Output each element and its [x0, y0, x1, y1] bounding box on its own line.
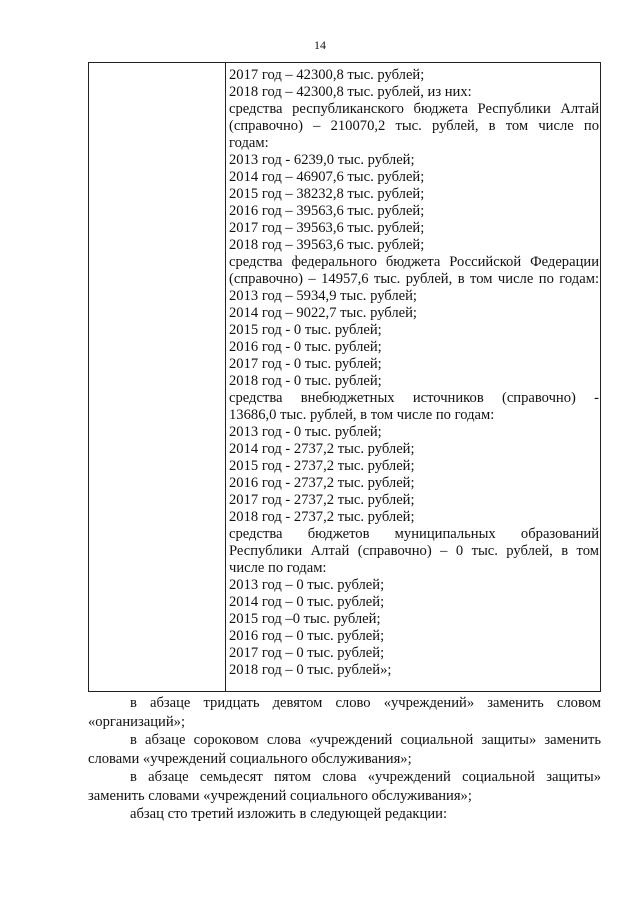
cell-text-line: годам:	[229, 135, 269, 151]
cell-text-line: 2013 год – 5934,9 тыс. рублей;	[229, 288, 417, 304]
cell-text-line: 2018 год – 42300,8 тыс. рублей, из них:	[229, 84, 472, 100]
cell-text-line: 2014 год – 9022,7 тыс. рублей;	[229, 305, 417, 321]
cell-text-line: 2017 год – 39563,6 тыс. рублей;	[229, 220, 425, 236]
cell-text-line: средства внебюджетных источников (справочно) -	[229, 390, 599, 406]
cell-text-line: 2016 год - 2737,2 тыс. рублей;	[229, 475, 415, 491]
cell-text-line: 2013 год - 0 тыс. рублей;	[229, 424, 382, 440]
paragraph-line: в абзаце тридцать девятом слово «учреждений» заменить словом	[130, 695, 601, 711]
cell-text-line: средства бюджетов муниципальных образований	[229, 526, 599, 542]
page-number: 14	[314, 38, 326, 52]
cell-text-line: Республики Алтай (справочно) – 0 тыс. рублей, в том	[229, 543, 599, 559]
paragraph-line: заменить словами «учреждений социального обслуживания»;	[88, 787, 472, 804]
paragraph-line: абзац сто третий изложить в следующей редакции:	[130, 806, 447, 822]
cell-text-line: 2018 год – 0 тыс. рублей»;	[229, 662, 392, 678]
cell-text-line: 2017 год – 42300,8 тыс. рублей;	[229, 67, 425, 83]
cell-text-line: 2016 год – 39563,6 тыс. рублей;	[229, 203, 425, 219]
paragraph-line: «организаций»;	[88, 713, 185, 730]
cell-text-line: средства республиканского бюджета Республики Алтай	[229, 101, 599, 117]
cell-text-line: (справочно) – 210070,2 тыс. рублей, в том числе по	[229, 118, 599, 134]
cell-text-line: 13686,0 тыс. рублей, в том числе по годам:	[229, 407, 495, 423]
cell-text-line: 2017 год – 0 тыс. рублей;	[229, 645, 385, 661]
cell-text-line: (справочно) – 14957,6 тыс. рублей, в том числе по годам:	[229, 271, 599, 287]
paragraph-line: словами «учреждений социального обслуживания»;	[88, 750, 412, 767]
cell-text-line: 2013 год – 0 тыс. рублей;	[229, 577, 385, 593]
cell-text-line: 2016 год - 0 тыс. рублей;	[229, 339, 382, 355]
cell-text-line: 2014 год – 0 тыс. рублей;	[229, 594, 385, 610]
paragraph-line: в абзаце семьдесят пятом слова «учреждений социальной защиты»	[130, 769, 601, 785]
cell-text-line: 2013 год - 6239,0 тыс. рублей;	[229, 152, 415, 168]
cell-text-line: 2015 год - 0 тыс. рублей;	[229, 322, 382, 338]
cell-text-line: средства федерального бюджета Российской Федерации	[229, 254, 599, 270]
cell-text-line: 2014 год - 2737,2 тыс. рублей;	[229, 441, 415, 457]
cell-text-line: числе по годам:	[229, 560, 327, 576]
cell-text-line: 2017 год - 2737,2 тыс. рублей;	[229, 492, 415, 508]
funding-table	[88, 62, 601, 692]
cell-text-line: 2017 год - 0 тыс. рублей;	[229, 356, 382, 372]
cell-text-line: 2016 год – 0 тыс. рублей;	[229, 628, 385, 644]
cell-text-line: 2015 год –0 тыс. рублей;	[229, 611, 381, 627]
cell-text-line: 2018 год - 2737,2 тыс. рублей;	[229, 509, 415, 525]
cell-text-line: 2014 год – 46907,6 тыс. рублей;	[229, 169, 425, 185]
table-right-cell	[229, 67, 599, 679]
cell-text-line: 2018 год - 0 тыс. рублей;	[229, 373, 382, 389]
cell-text-line: 2015 год - 2737,2 тыс. рублей;	[229, 458, 415, 474]
cell-text-line: 2018 год – 39563,6 тыс. рублей;	[229, 237, 425, 253]
amendment-paragraphs	[88, 694, 601, 824]
paragraph-line: в абзаце сороковом слова «учреждений социальной защиты» заменить	[130, 732, 601, 748]
table-left-cell	[89, 63, 226, 691]
cell-text-line: 2015 год – 38232,8 тыс. рублей;	[229, 186, 425, 202]
